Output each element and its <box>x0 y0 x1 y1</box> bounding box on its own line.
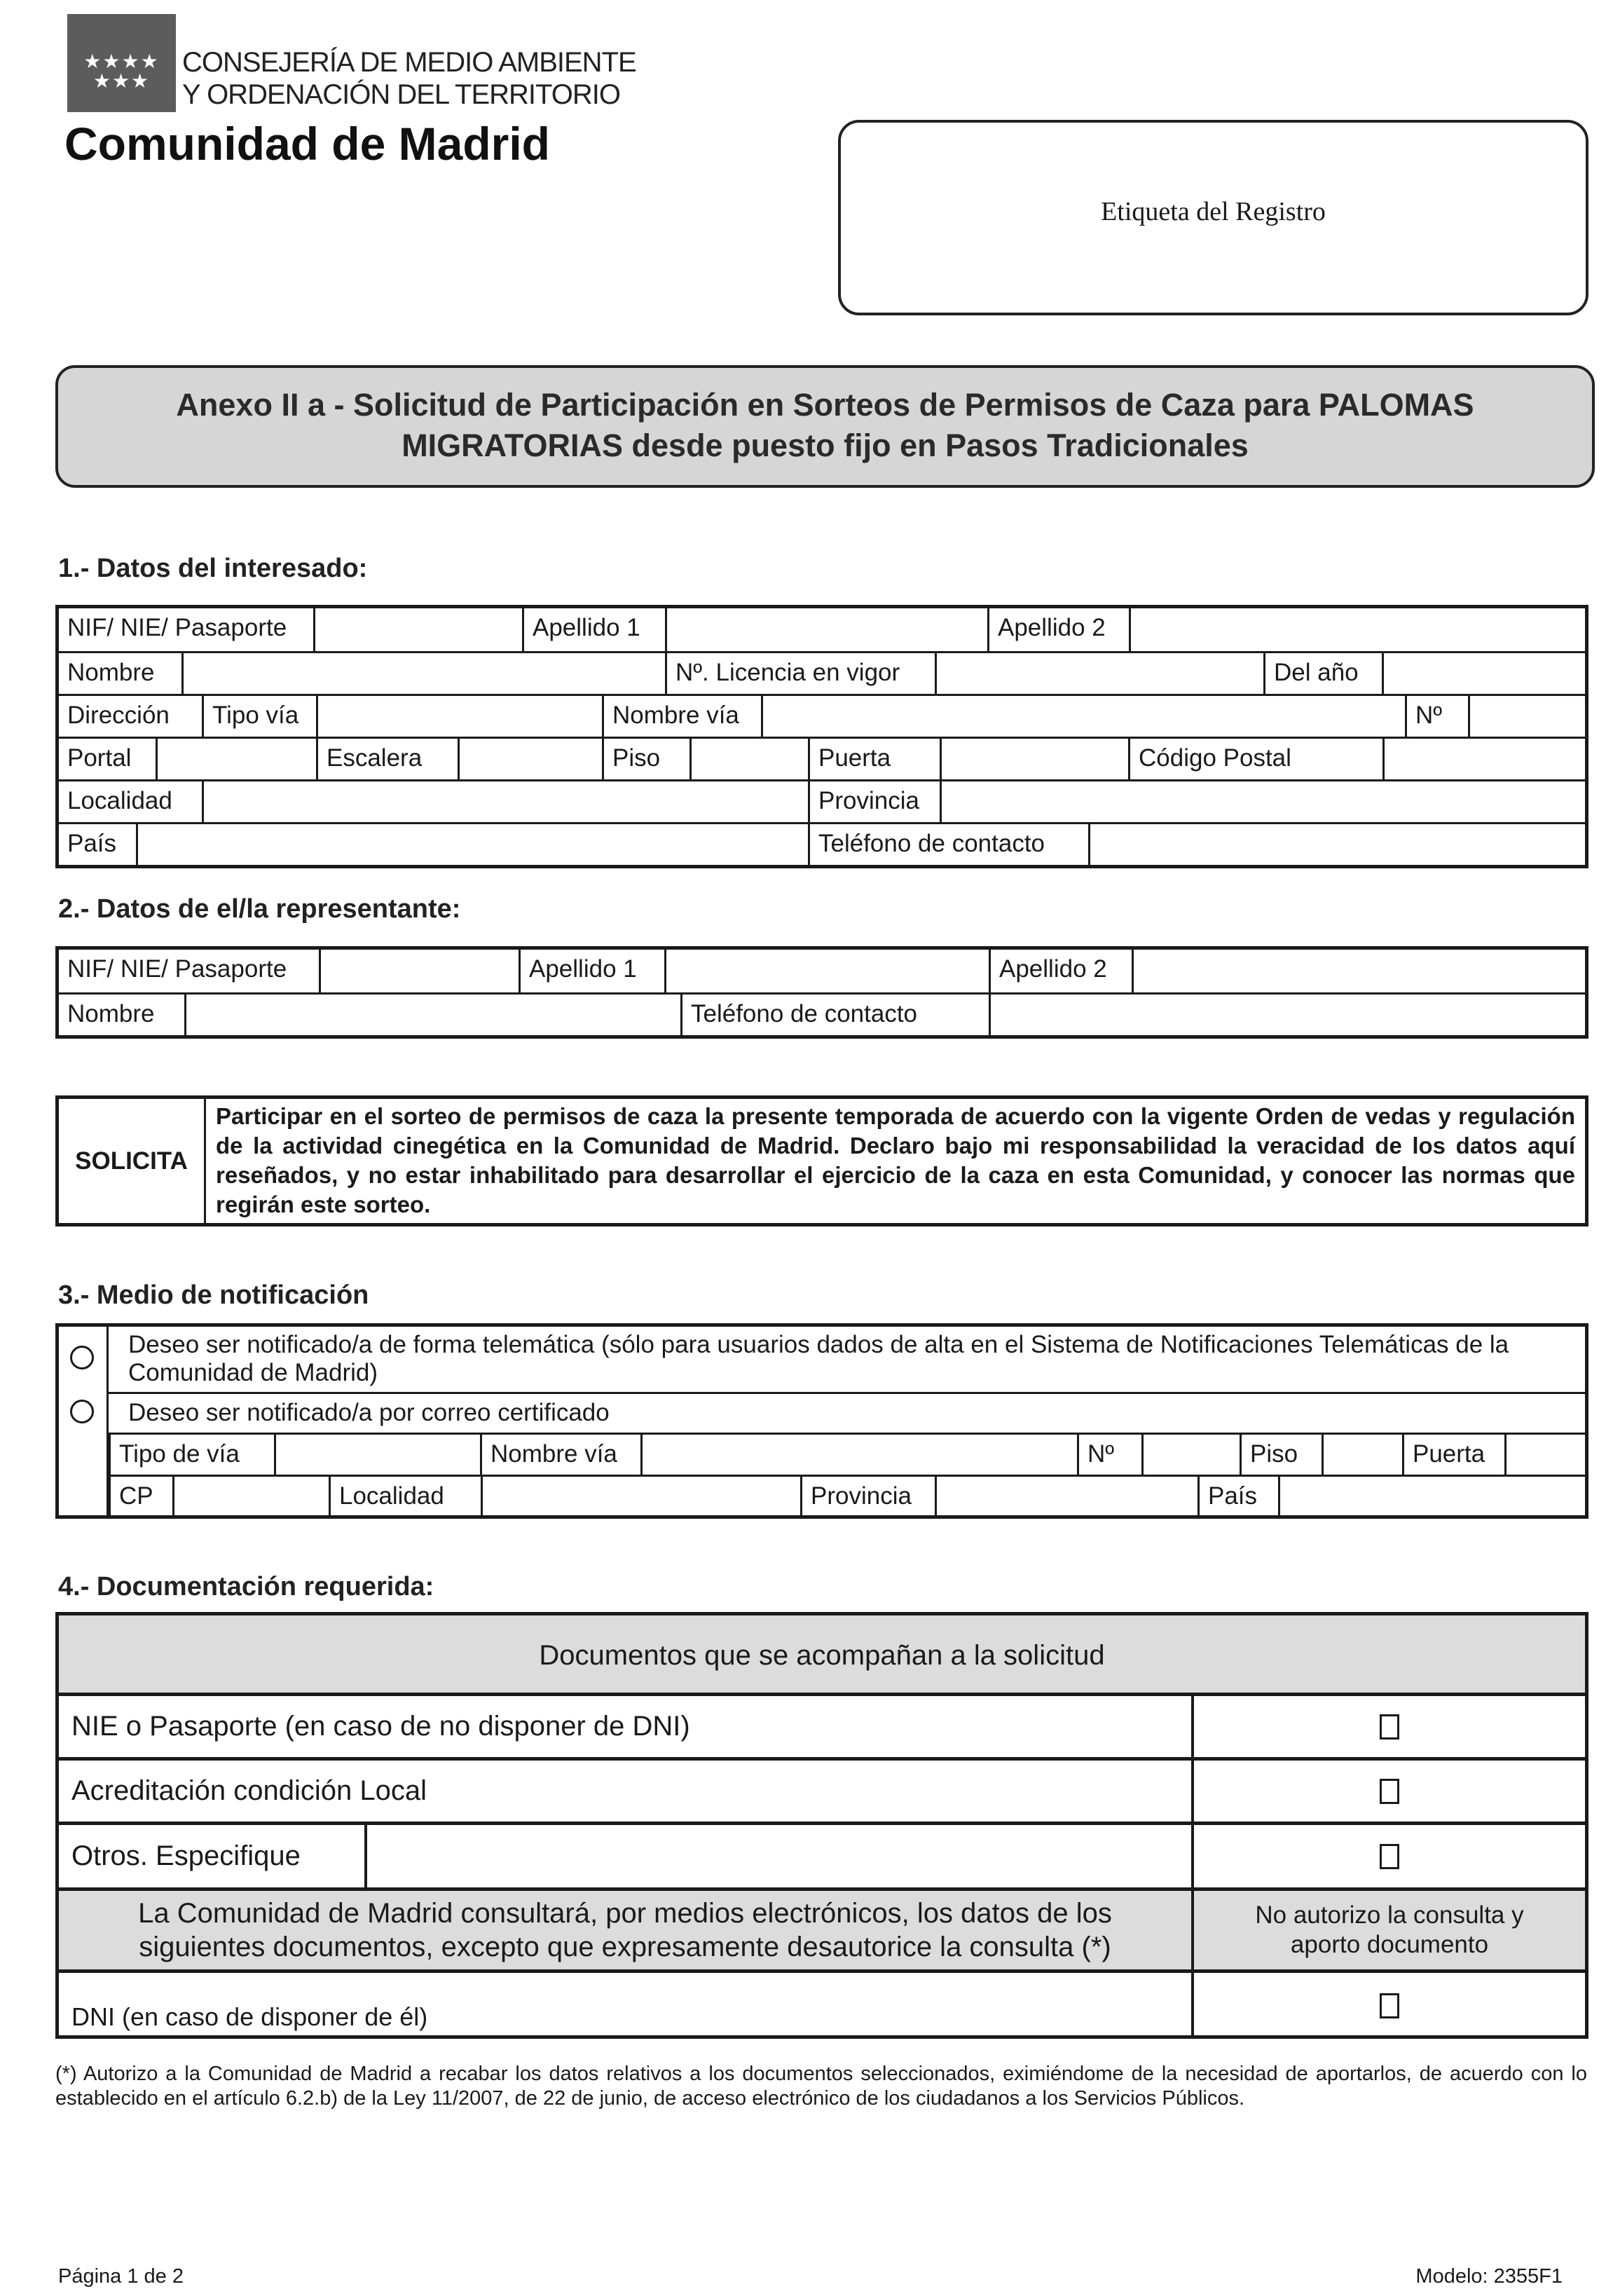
label: Nº. Licencia en vigor <box>665 653 935 694</box>
radio-correo-certificado[interactable] <box>70 1400 94 1423</box>
label: Provincia <box>808 781 940 822</box>
codigo-postal-field[interactable] <box>1382 739 1585 779</box>
portal-field[interactable] <box>156 739 316 779</box>
page-title: Anexo II a - Solicitud de Participación en Sorteos de Permisos de Caza para PALOMAS MIGRATORIAS desde puesto fijo en Pasos Tradicionales <box>55 365 1595 488</box>
applicant-table <box>55 605 1588 868</box>
label: Puerta <box>1402 1435 1504 1475</box>
label: Nombre vía <box>480 1435 640 1475</box>
no-autorizo-label: No autorizo la consulta y aporto documento <box>1255 1901 1524 1958</box>
rep-apellido2-field[interactable] <box>1132 950 1585 992</box>
escalera-field[interactable] <box>458 739 602 779</box>
label: País <box>1197 1477 1278 1519</box>
registry-label-box: Etiqueta del Registro <box>838 120 1588 315</box>
label: Apellido 2 <box>989 950 1132 992</box>
footnote: (*) Autorizo a la Comunidad de Madrid a recabar los datos relativos a los documentos seleccionados, eximiéndome de la necesidad de aportarlos, de acuerdo con lo establecido en el artículo 6.2.b) de la Ley 11/2007, de 22 de junio, de acceso electrónico de los ciudadanos a los Servicios Públicos. <box>55 2063 1587 2110</box>
comunidad-madrid-logo <box>64 7 636 172</box>
consult-text: La Comunidad de Madrid consultará, por medios electrónicos, los datos de los siguientes documentos, excepto que expresamente desautorice la consulta (*) <box>59 1891 1194 1969</box>
label: Puerta <box>808 739 940 779</box>
rep-apellido1-field[interactable] <box>664 950 989 992</box>
label: Localidad <box>67 787 172 814</box>
piso-field[interactable] <box>689 739 808 779</box>
doc-otros-checkbox[interactable] <box>1380 1844 1399 1869</box>
doc-otros-label: Otros. Especifique <box>59 1825 367 1887</box>
label: Apellido 1 <box>519 950 664 992</box>
licencia-field[interactable] <box>935 653 1263 694</box>
label: Tipo de vía <box>119 1440 240 1468</box>
label: Piso <box>1240 1435 1322 1475</box>
section4-heading: 4.- Documentación requerida: <box>58 1572 434 1601</box>
label: Teléfono de contacto <box>808 824 1088 865</box>
page-number: Página 1 de 2 <box>58 2265 184 2288</box>
notif-localidad-field[interactable] <box>481 1477 800 1519</box>
notif-tipo-via-field[interactable] <box>274 1435 480 1475</box>
option-correo-label: Deseo ser notificado/a por correo certificado <box>109 1394 1585 1435</box>
nombre-via-field[interactable] <box>761 696 1405 737</box>
doc-nie-label: NIE o Pasaporte (en caso de no disponer de DNI) <box>59 1696 1194 1757</box>
logo-line-1: CONSEJERÍA DE MEDIO AMBIENTE <box>182 47 636 78</box>
logo-line-2: Y ORDENACIÓN DEL TERRITORIO <box>182 79 620 110</box>
documents-table-header: Documentos que se acompañan a la solicitud <box>59 1615 1585 1696</box>
section3-heading: 3.- Medio de notificación <box>58 1280 369 1310</box>
label: Portal <box>67 744 132 772</box>
label: Dirección <box>67 702 170 729</box>
solicita-text: Participar en el sorteo de permisos de caza la presente temporada de acuerdo con la vigente Orden de vedas y regulación de la actividad cinegética en la Comunidad de Madrid. Declaro bajo mi responsabilidad la veracidad de los datos aquí reseñados, y no estar inhabilitado para desarrollar el ejercicio de la caza en esta Comunidad, y conocer las normas que regirán este sorteo. <box>216 1103 1575 1217</box>
telefono-field[interactable] <box>1088 824 1585 865</box>
label: Apellido 2 <box>987 608 1129 651</box>
label: Teléfono de contacto <box>680 995 989 1035</box>
apellido1-field[interactable] <box>665 608 987 651</box>
section1-heading: 1.- Datos del interesado: <box>58 554 368 583</box>
numero-field[interactable] <box>1468 696 1585 737</box>
notif-numero-field[interactable] <box>1141 1435 1240 1475</box>
localidad-field[interactable] <box>202 781 808 822</box>
provincia-field[interactable] <box>940 781 1585 822</box>
nif-field[interactable] <box>313 608 522 651</box>
notif-pais-field[interactable] <box>1278 1477 1585 1519</box>
section2-heading: 2.- Datos de el/la representante: <box>58 894 461 924</box>
label: Apellido 1 <box>522 608 665 651</box>
notif-nombre-via-field[interactable] <box>640 1435 1077 1475</box>
label: Nº <box>1405 696 1468 737</box>
option-telematica-label: Deseo ser notificado/a de forma telemática (sólo para usuarios dados de alta en el Sistema de Notificaciones Telemáticas de la Comunidad de Madrid) <box>109 1327 1585 1394</box>
madrid-flag-icon: ★★★★ ★★★ <box>67 14 176 112</box>
label: Código Postal <box>1128 739 1382 779</box>
apellido2-field[interactable] <box>1129 608 1585 651</box>
label: Escalera <box>316 739 458 779</box>
notif-piso-field[interactable] <box>1322 1435 1402 1475</box>
pais-field[interactable] <box>136 824 808 865</box>
label: Piso <box>602 739 689 779</box>
label: Tipo vía <box>202 696 316 737</box>
label: Nombre vía <box>602 696 761 737</box>
notification-table <box>55 1323 1588 1519</box>
radio-telematica[interactable] <box>70 1346 94 1369</box>
solicita-box <box>55 1095 1588 1226</box>
logo-line-3: Comunidad de Madrid <box>64 118 550 170</box>
del-ano-field[interactable] <box>1382 653 1585 694</box>
doc-dni-checkbox[interactable] <box>1380 1993 1399 2018</box>
doc-dni-label: DNI (en caso de disponer de él) <box>59 1973 1194 2039</box>
label: Localidad <box>329 1477 481 1519</box>
rep-nif-field[interactable] <box>319 950 519 992</box>
doc-local-checkbox[interactable] <box>1380 1779 1399 1804</box>
nombre-field[interactable] <box>181 653 665 694</box>
rep-telefono-field[interactable] <box>989 995 1585 1035</box>
doc-otros-field[interactable] <box>367 1825 1191 1887</box>
rep-nombre-field[interactable] <box>184 995 680 1035</box>
label: CP <box>119 1482 153 1510</box>
notif-cp-field[interactable] <box>172 1477 329 1519</box>
tipo-via-field[interactable] <box>316 696 602 737</box>
documents-table <box>55 1612 1588 2039</box>
label: Del año <box>1263 653 1382 694</box>
doc-local-label: Acreditación condición Local <box>59 1761 1194 1822</box>
solicita-label: SOLICITA <box>59 1099 206 1223</box>
label: Nombre <box>67 1000 155 1027</box>
notif-puerta-field[interactable] <box>1504 1435 1585 1475</box>
representative-table <box>55 946 1588 1039</box>
label: País <box>67 830 117 857</box>
label: NIF/ NIE/ Pasaporte <box>67 614 287 641</box>
puerta-field[interactable] <box>940 739 1128 779</box>
label: Provincia <box>800 1477 935 1519</box>
notif-provincia-field[interactable] <box>935 1477 1197 1519</box>
label: Nombre <box>67 659 155 686</box>
model-number: Modelo: 2355F1 <box>1415 2265 1563 2288</box>
label: NIF/ NIE/ Pasaporte <box>67 955 287 983</box>
doc-nie-checkbox[interactable] <box>1380 1714 1399 1740</box>
label: Nº <box>1077 1435 1141 1475</box>
